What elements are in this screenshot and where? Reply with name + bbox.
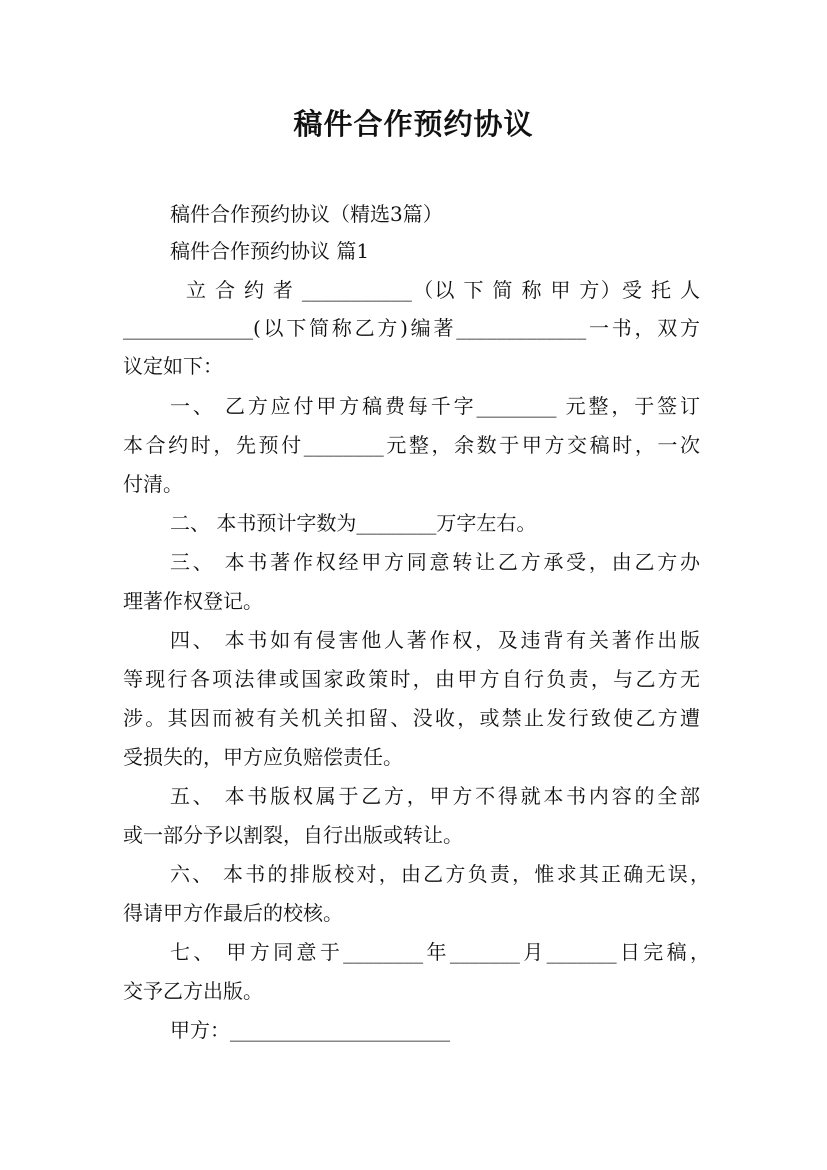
clause-2: 二、 本书预计字数为________万字左右。 (170, 511, 537, 535)
paragraph-line: 得请甲方作最后的校核。 (123, 901, 343, 925)
section-heading: 稿件合作预约协议 篇1 (170, 239, 370, 263)
paragraph-line: 或一部分予以割裂，自行出版或转让。 (123, 823, 463, 847)
paragraph-line: _____________(以下简称乙方)编著_____________一书，双方 (123, 316, 700, 340)
paragraph-line: 等现行各项法律或国家政策时，由甲方自行负责，与乙方无 (123, 667, 700, 691)
paragraph-line: 涉。其因而被有关机关扣留、没收，或禁止发行致使乙方遭 (123, 706, 700, 730)
subtitle-selection: 稿件合作预约协议（精选3篇） (170, 202, 443, 226)
paragraph-line: 立 合 约 者 ___________（以 下 简 称 甲 方）受 托 人 (186, 278, 700, 302)
paragraph-line: 受损失的，甲方应负赔偿责任。 (123, 745, 403, 769)
party-a-signature-line: 甲方：______________________ (170, 1018, 450, 1042)
clause-7: 七、 甲方同意于________年_______月_______日完稿， (170, 940, 710, 964)
paragraph-line: 议定如下： (123, 354, 223, 378)
clause-6: 六、 本书的排版校对，由乙方负责，惟求其正确无误， (170, 862, 710, 886)
clause-1: 一、 乙方应付甲方稿费每千字________ 元整，于签订 (170, 394, 700, 418)
paragraph-line: 交予乙方出版。 (123, 979, 263, 1003)
paragraph-line: 付清。 (123, 472, 183, 496)
clause-5: 五、 本书版权属于乙方，甲方不得就本书内容的全部 (170, 784, 700, 808)
clause-4: 四、 本书如有侵害他人著作权，及违背有关著作出版 (170, 628, 700, 652)
document-title: 稿件合作预约协议 (293, 107, 534, 141)
clause-3: 三、 本书著作权经甲方同意转让乙方承受，由乙方办 (170, 550, 700, 574)
paragraph-line: 本合约时，先预付________元整，余数于甲方交稿时，一次 (123, 433, 700, 457)
paragraph-line: 理著作权登记。 (123, 589, 263, 613)
